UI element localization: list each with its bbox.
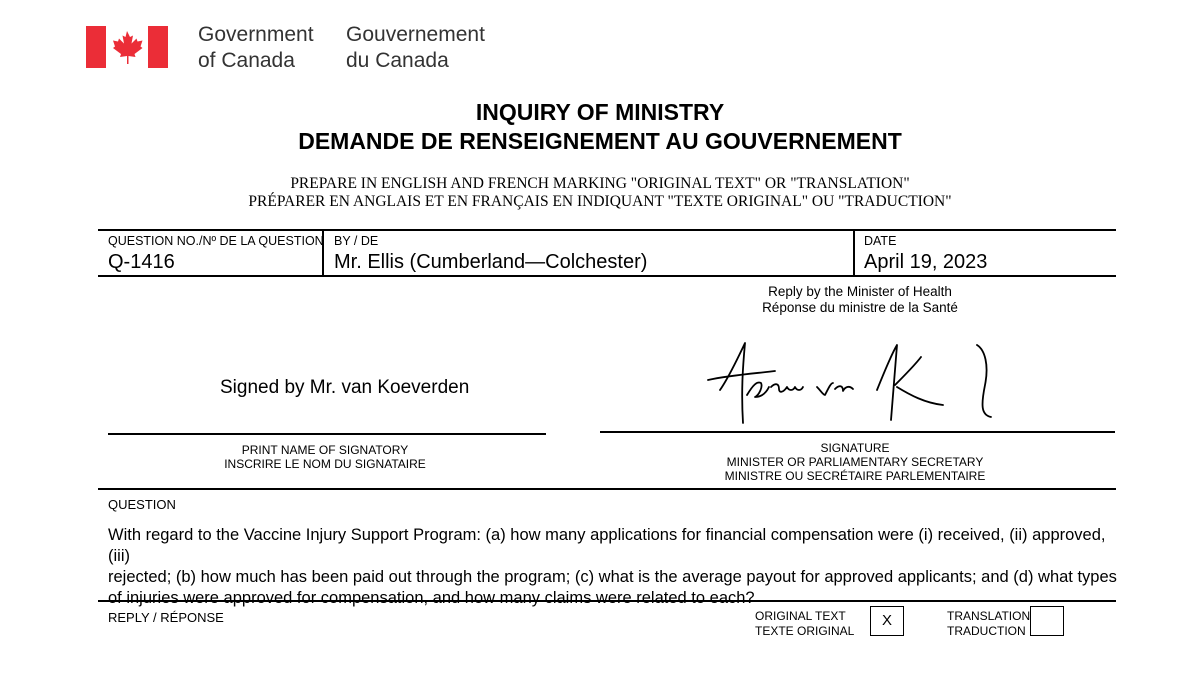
translation-en: TRANSLATION xyxy=(947,609,1031,623)
original-text-label xyxy=(755,609,854,639)
by-label: BY / DE xyxy=(334,234,379,248)
original-text-checkbox[interactable]: X xyxy=(870,606,904,636)
question-label: QUESTION xyxy=(108,497,176,512)
canada-flag-icon xyxy=(86,26,168,68)
reply-by xyxy=(700,284,1020,316)
date-value: April 19, 2023 xyxy=(864,251,988,273)
reply-top-rule xyxy=(98,600,1116,602)
gov-fr-line-2: du Canada xyxy=(346,49,449,72)
gov-fr-line-1: Gouvernement xyxy=(346,23,485,46)
reply-label: REPLY / RÉPONSE xyxy=(108,610,224,625)
print-name-rule xyxy=(108,433,546,435)
question-line-1: With regard to the Vaccine Injury Support Program: (a) how many applications for financial compensation were (i) received, (ii) approved, (iii) xyxy=(108,526,1106,565)
signatory-printed-name: Signed by Mr. van Koeverden xyxy=(220,377,470,398)
instruction-en: PREPARE IN ENGLISH AND FRENCH MARKING "ORIGINAL TEXT" OR "TRANSLATION" xyxy=(290,175,910,192)
gov-en-line-2: of Canada xyxy=(198,49,295,72)
gov-en-line-1: Government xyxy=(198,23,314,46)
print-name-labels xyxy=(200,443,450,471)
translation-checkbox[interactable] xyxy=(1030,606,1064,636)
fields-bottom-rule xyxy=(98,275,1116,277)
signature-rule xyxy=(600,431,1115,433)
question-line-3: of injuries were approved for compensation, and how many claims were related to each? xyxy=(108,589,755,607)
instructions xyxy=(0,175,1200,211)
by-value: Mr. Ellis (Cumberland—Colchester) xyxy=(334,251,648,273)
original-text-en: ORIGINAL TEXT xyxy=(755,609,846,623)
reply-by-en: Reply by the Minister of Health xyxy=(768,284,952,299)
signature-label: SIGNATURE xyxy=(820,441,890,455)
original-text-fr: TEXTE ORIGINAL xyxy=(755,624,855,638)
instruction-fr: PRÉPARER EN ANGLAIS ET EN FRANÇAIS EN INDIQUANT "TEXTE ORIGINAL" OU "TRADUCTION" xyxy=(248,193,952,210)
question-text xyxy=(108,525,1118,609)
reply-by-fr: Réponse du ministre de la Santé xyxy=(762,300,958,315)
government-of-canada-en xyxy=(198,22,314,74)
print-label-en: PRINT NAME OF SIGNATORY xyxy=(241,443,409,457)
question-no-label: QUESTION NO./Nº DE LA QUESTION xyxy=(108,234,324,248)
signature-labels xyxy=(710,441,1000,483)
question-line-2: rejected; (b) how much has been paid out through the program; (c) what is the average payout for approved applicants; and (d) what types xyxy=(108,568,1117,586)
question-no-value: Q-1416 xyxy=(108,251,175,273)
translation-label xyxy=(947,609,1030,639)
fields-divider-2 xyxy=(853,230,855,276)
question-top-rule xyxy=(98,488,1116,490)
print-label-fr: INSCRIRE LE NOM DU SIGNATAIRE xyxy=(224,457,426,471)
handwritten-signature xyxy=(705,335,1005,430)
title-en: INQUIRY OF MINISTRY xyxy=(475,99,725,125)
government-of-canada-fr xyxy=(346,22,485,74)
signature-role-fr: MINISTRE OU SECRÉTAIRE PARLEMENTAIRE xyxy=(724,469,986,483)
translation-fr: TRADUCTION xyxy=(947,624,1026,638)
fields-top-rule xyxy=(98,229,1116,231)
title-fr: DEMANDE DE RENSEIGNEMENT AU GOUVERNEMENT xyxy=(298,128,902,154)
signature-role-en: MINISTER OR PARLIAMENTARY SECRETARY xyxy=(726,455,984,469)
date-label: DATE xyxy=(864,234,897,248)
